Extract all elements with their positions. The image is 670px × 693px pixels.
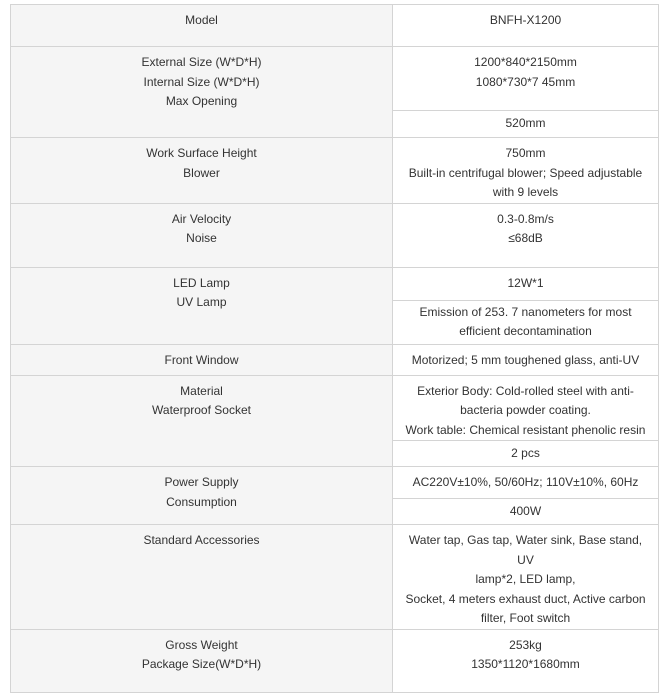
value-material-line-1: Exterior Body: Cold-rolled steel with anti- <box>417 383 634 398</box>
label-cell-weight <box>11 629 393 692</box>
value-cell-waterproof-socket <box>393 441 659 467</box>
value-gross-weight: 253kg <box>509 637 542 652</box>
value-material-line-3: Work table: Chemical resistant phenolic resin <box>405 422 646 437</box>
label-cell-air <box>11 203 393 267</box>
label-cell-window <box>11 344 393 375</box>
value-cell-consumption <box>393 499 659 525</box>
label-cell-power <box>11 467 393 525</box>
label-package-size: Package Size(W*D*H) <box>141 657 262 671</box>
value-blower-line-1: Built-in centrifugal blower; Speed adjustable <box>408 165 643 180</box>
label-uv-lamp: UV Lamp <box>176 295 227 309</box>
label-cell-size <box>11 47 393 138</box>
value-blower-line-2: with 9 levels <box>492 185 559 199</box>
table-row-air <box>11 203 659 267</box>
label-max-opening: Max Opening <box>165 94 238 108</box>
value-accessories-line-3: Socket, 4 meters exhaust duct, Active carbon <box>405 591 646 606</box>
value-max-opening: 520mm <box>505 116 546 131</box>
spec-table <box>10 4 659 693</box>
value-cell-power-supply <box>393 467 659 499</box>
value-material-line-2: bacteria powder coating. <box>460 403 591 417</box>
label-standard-accessories: Standard Accessories <box>143 533 260 547</box>
label-work-surface-height: Work Surface Height <box>146 146 257 160</box>
label-noise: Noise <box>186 231 217 245</box>
table-row-material <box>11 375 659 441</box>
label-cell-material <box>11 375 393 467</box>
label-consumption: Consumption <box>166 494 237 509</box>
label-led-lamp: LED Lamp <box>173 275 230 290</box>
value-cell-material <box>393 375 659 441</box>
label-gross-weight: Gross Weight <box>165 637 238 652</box>
value-noise: ≤68dB <box>508 231 543 245</box>
value-cell-surface <box>393 138 659 204</box>
value-accessories-line-1: Water tap, Gas tap, Water sink, Base stand, UV <box>408 533 643 567</box>
table-row-power <box>11 467 659 499</box>
value-waterproof-socket: 2 pcs <box>511 445 540 460</box>
value-cell-accessories <box>393 525 659 630</box>
value-internal-size: 1080*730*7 45mm <box>475 74 576 89</box>
table-row-surface <box>11 138 659 204</box>
table-row-accessories <box>11 525 659 630</box>
label-cell-model <box>11 5 393 47</box>
label-external-size: External Size (W*D*H) <box>141 55 262 69</box>
value-cell-max-opening <box>393 111 659 138</box>
value-package-size: 1350*1120*1680mm <box>471 657 580 671</box>
value-cell-weight <box>393 629 659 692</box>
value-cell-size <box>393 47 659 111</box>
label-cell-lamp <box>11 267 393 344</box>
table-row-model <box>11 5 659 47</box>
value-front-window: Motorized; 5 mm toughened glass, anti-UV <box>411 352 640 367</box>
value-uv-lamp-line-1: Emission of 253. 7 nanometers for most <box>419 304 632 319</box>
label-model: Model <box>185 13 218 27</box>
value-air-velocity: 0.3-0.8m/s <box>497 211 554 226</box>
label-waterproof-socket: Waterproof Socket <box>152 403 251 417</box>
label-power-supply: Power Supply <box>164 475 239 489</box>
value-cell-model <box>393 5 659 47</box>
value-accessories-line-4: filter, Foot switch <box>480 611 571 625</box>
value-external-size: 1200*840*2150mm <box>474 55 577 69</box>
table-row-size <box>11 47 659 111</box>
value-uv-lamp-line-2: efficient decontamination <box>459 324 592 338</box>
table-row-weight <box>11 629 659 692</box>
value-cell-led-lamp <box>393 267 659 300</box>
value-accessories-line-2: lamp*2, LED lamp, <box>475 572 576 586</box>
value-work-surface-height: 750mm <box>505 146 546 160</box>
label-air-velocity: Air Velocity <box>171 211 232 226</box>
value-consumption: 400W <box>509 503 542 518</box>
table-row-window <box>11 344 659 375</box>
value-cell-window <box>393 344 659 375</box>
label-cell-surface <box>11 138 393 204</box>
value-cell-air <box>393 203 659 267</box>
label-internal-size: Internal Size (W*D*H) <box>143 74 260 89</box>
value-model: BNFH-X1200 <box>489 13 562 27</box>
table-row-lamp <box>11 267 659 300</box>
label-blower: Blower <box>183 165 220 180</box>
label-material: Material <box>180 383 223 398</box>
value-power-supply: AC220V±10%, 50/60Hz; 110V±10%, 60Hz <box>412 475 639 489</box>
value-led-lamp: 12W*1 <box>507 275 544 290</box>
value-cell-uv-lamp <box>393 300 659 344</box>
label-cell-accessories <box>11 525 393 630</box>
label-front-window: Front Window <box>164 352 239 367</box>
